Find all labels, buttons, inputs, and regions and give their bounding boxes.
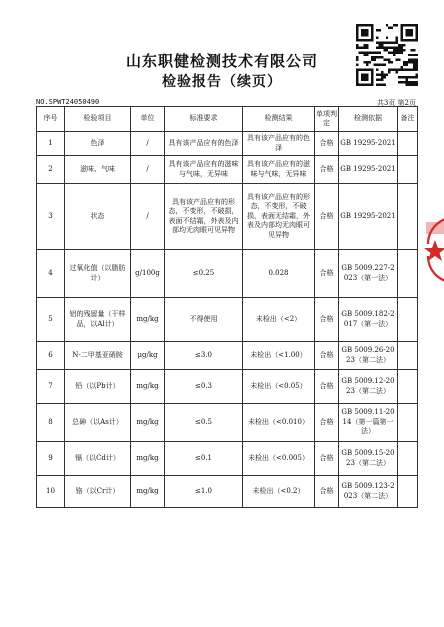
cell-requirement: ≤3.0 xyxy=(165,342,243,370)
qr-code-icon xyxy=(356,24,418,86)
cell-result: 0.028 xyxy=(243,250,315,298)
col-header-method: 检测依据 xyxy=(339,107,398,132)
cell-verdict: 合格 xyxy=(315,442,339,476)
cell-method: GB 5009.11-2014（第一篇第一法） xyxy=(339,404,398,442)
table-row xyxy=(37,476,418,508)
col-header-unit: 单位 xyxy=(131,107,165,132)
cell-no: 6 xyxy=(37,342,65,370)
cell-method: GB 19295-2021 xyxy=(339,184,398,250)
cell-item: 铝的残留量（干样品，以Al计） xyxy=(65,298,131,342)
cell-unit: mg/kg xyxy=(131,476,165,508)
cell-no: 3 xyxy=(37,184,65,250)
cell-no: 2 xyxy=(37,156,65,184)
cell-verdict: 合格 xyxy=(315,476,339,508)
cell-unit: μg/kg xyxy=(131,342,165,370)
cell-no: 5 xyxy=(37,298,65,342)
cell-no: 10 xyxy=(37,476,65,508)
report-number: NO.SPWT24050490 xyxy=(36,98,100,106)
cell-requirement: ≤0.5 xyxy=(165,404,243,442)
cell-result: 具有该产品应有的色泽 xyxy=(243,132,315,156)
cell-requirement: 不得使用 xyxy=(165,298,243,342)
cell-verdict: 合格 xyxy=(315,342,339,370)
inspection-table xyxy=(36,106,418,508)
col-header-requirement: 标准要求 xyxy=(165,107,243,132)
cell-method: GB 19295-2021 xyxy=(339,132,398,156)
cell-result: 具有该产品应有的滋味与气味，无异味 xyxy=(243,156,315,184)
cell-result: 未检出（<0.005） xyxy=(243,442,315,476)
cell-result: 未检出（<2） xyxy=(243,298,315,342)
cell-item: N-二甲基亚硝胺 xyxy=(65,342,131,370)
cell-verdict: 合格 xyxy=(315,298,339,342)
col-header-no: 序号 xyxy=(37,107,65,132)
cell-unit: / xyxy=(131,156,165,184)
cell-result: 未检出（<1.00） xyxy=(243,342,315,370)
cell-note xyxy=(398,298,418,342)
cell-result: 未检出（<0.05） xyxy=(243,370,315,404)
cell-requirement: ≤0.1 xyxy=(165,442,243,476)
cell-unit: g/100g xyxy=(131,250,165,298)
table-row xyxy=(37,132,418,156)
cell-verdict: 合格 xyxy=(315,404,339,442)
table-row xyxy=(37,156,418,184)
cell-method: GB 5009.227-2023（第一法） xyxy=(339,250,398,298)
cell-method: GB 5009.15-2023（第二法） xyxy=(339,442,398,476)
table-row xyxy=(37,370,418,404)
cell-note xyxy=(398,370,418,404)
cell-result: 未检出（<0.2） xyxy=(243,476,315,508)
cell-item: 铬（以Cr计） xyxy=(65,476,131,508)
cell-requirement: 具有该产品应有的形态，不变形，不破损，表面不结霜，外表及内部均无肉眼可见异物 xyxy=(165,184,243,250)
cell-item: 状态 xyxy=(65,184,131,250)
cell-result: 未检出（<0.010） xyxy=(243,404,315,442)
cell-result: 具有该产品应有的形态，不变形，不破损，表面无结霜，外表及内部均无肉眼可见异物 xyxy=(243,184,315,250)
report-title: 检验报告（续页） xyxy=(162,74,282,90)
cell-no: 8 xyxy=(37,404,65,442)
cell-verdict: 合格 xyxy=(315,184,339,250)
cell-item: 滋味、气味 xyxy=(65,156,131,184)
cell-item: 铅（以Pb计） xyxy=(65,370,131,404)
cell-no: 4 xyxy=(37,250,65,298)
cell-item: 总砷（以As计） xyxy=(65,404,131,442)
cell-note xyxy=(398,250,418,298)
cell-no: 9 xyxy=(37,442,65,476)
cell-requirement: 具有该产品应有的滋味与气味，无异味 xyxy=(165,156,243,184)
cell-verdict: 合格 xyxy=(315,132,339,156)
cell-unit: / xyxy=(131,132,165,156)
cell-unit: mg/kg xyxy=(131,442,165,476)
cell-no: 1 xyxy=(37,132,65,156)
col-header-item: 检验项目 xyxy=(65,107,131,132)
table-header-row xyxy=(37,107,418,132)
cell-method: GB 5009.12-2023（第二法） xyxy=(339,370,398,404)
table-row xyxy=(37,184,418,250)
col-header-result: 检测结果 xyxy=(243,107,315,132)
cell-item: 镉（以Cd计） xyxy=(65,442,131,476)
cell-method: GB 19295-2021 xyxy=(339,156,398,184)
cell-requirement: ≤1.0 xyxy=(165,476,243,508)
col-header-note: 备注 xyxy=(398,107,418,132)
cell-verdict: 合格 xyxy=(315,156,339,184)
cell-unit: mg/kg xyxy=(131,370,165,404)
cell-unit: mg/kg xyxy=(131,404,165,442)
cell-item: 过氧化值（以脂肪计） xyxy=(65,250,131,298)
cell-verdict: 合格 xyxy=(315,370,339,404)
cell-unit: / xyxy=(131,184,165,250)
table-row xyxy=(37,298,418,342)
cell-requirement: 具有该产品应有的色泽 xyxy=(165,132,243,156)
cell-method: GB 5009.182-2017（第一法） xyxy=(339,298,398,342)
cell-verdict: 合格 xyxy=(315,250,339,298)
table-row xyxy=(37,250,418,298)
company-name: 山东职健检测技术有限公司 xyxy=(125,52,318,70)
col-header-verdict: 单项判定 xyxy=(315,107,339,132)
table-row xyxy=(37,442,418,476)
cell-item: 色泽 xyxy=(65,132,131,156)
table-row xyxy=(37,342,418,370)
seal-stamp-icon xyxy=(420,200,444,300)
cell-requirement: ≤0.25 xyxy=(165,250,243,298)
cell-method: GB 5009.26-2023（第二法） xyxy=(339,342,398,370)
cell-note xyxy=(398,442,418,476)
cell-unit: mg/kg xyxy=(131,298,165,342)
cell-note xyxy=(398,342,418,370)
cell-note xyxy=(398,132,418,156)
cell-note xyxy=(398,156,418,184)
table-row xyxy=(37,404,418,442)
cell-method: GB 5009.123-2023（第二法） xyxy=(339,476,398,508)
cell-note xyxy=(398,404,418,442)
page-info: 共3页 第2页 xyxy=(376,99,416,107)
cell-note xyxy=(398,184,418,250)
cell-note xyxy=(398,476,418,508)
cell-no: 7 xyxy=(37,370,65,404)
cell-requirement: ≤0.3 xyxy=(165,370,243,404)
